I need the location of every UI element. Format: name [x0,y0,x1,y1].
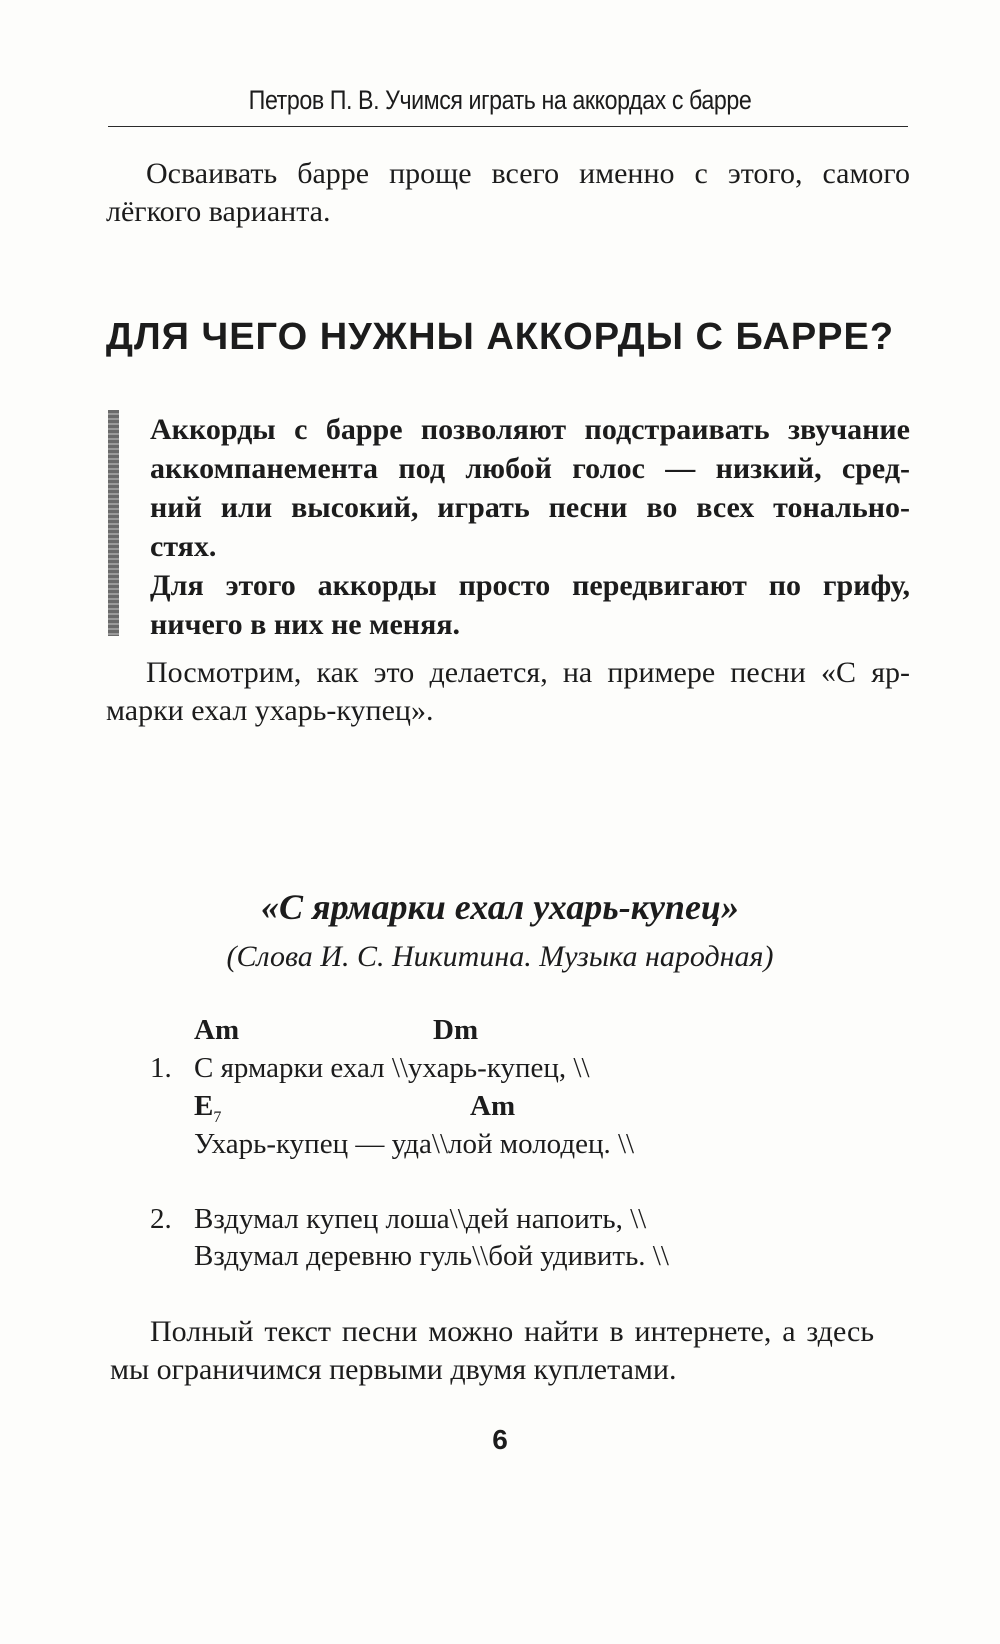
chord-e7 [194,1090,221,1127]
callout-line-6: ничего в них не меняя. [150,608,461,641]
verse-1-line-1: С ярмарки ехал \\ухарь-купец, \\ [194,1052,590,1084]
chord-dm: Dm [433,1014,479,1046]
verse-2-line-2: Вздумал деревню гуль\\бой удивить. \\ [194,1240,669,1272]
verse-2-line-1: Вздумал купец лоша\\дей напоить, \\ [194,1203,647,1235]
callout-text [150,410,910,644]
intro-line-2: лёгкого варианта. [106,195,331,228]
header-rule [108,126,908,127]
example-line-2: марки ехал ухарь-купец». [106,694,434,727]
song-title: «С ярмарки ехал ухарь-купец» [261,887,739,927]
callout-line-5: Для этого аккорды просто передвигают по грифу, [150,569,910,602]
chord-e7-subscript: 7 [213,1108,222,1126]
chord-e7-root: E [194,1090,214,1122]
closing-line-2: мы ограничимся первыми двумя куплетами. [110,1353,677,1386]
intro-line-1: Осваивать барре проще всего именно с этого, самого [146,157,910,190]
example-paragraph [106,654,910,730]
verse-2-number: 2. [150,1203,172,1235]
running-header: Петров П. В. Учимся играть на аккордах с барре [248,85,752,115]
closing-paragraph [110,1313,874,1389]
verse-1-number: 1. [150,1052,172,1084]
closing-line-1: Полный текст песни можно найти в интернете, а здесь [150,1315,874,1348]
song-credit: (Слова И. С. Никитина. Музыка народная) [226,940,774,973]
callout-bar [108,410,119,636]
intro-paragraph [106,155,910,231]
callout-line-1: Аккорды с барре позволяют подстраивать звучание [150,413,910,446]
callout-line-3: ний или высокий, играть песни во всех тонально- [150,491,910,524]
chord-am-1: Am [194,1014,240,1046]
verse-1-line-2: Ухарь-купец — уда\\лой молодец. \\ [194,1128,635,1160]
page-number: 6 [492,1424,508,1455]
callout-line-4: стях. [150,530,217,563]
chord-am-2: Am [470,1090,516,1122]
callout-line-2: аккомпанемента под любой голос — низкий, сред- [150,452,910,485]
section-heading: ДЛЯ ЧЕГО НУЖНЫ АККОРДЫ С БАРРЕ? [105,316,895,358]
example-line-1: Посмотрим, как это делается, на примере песни «С яр- [146,656,910,689]
